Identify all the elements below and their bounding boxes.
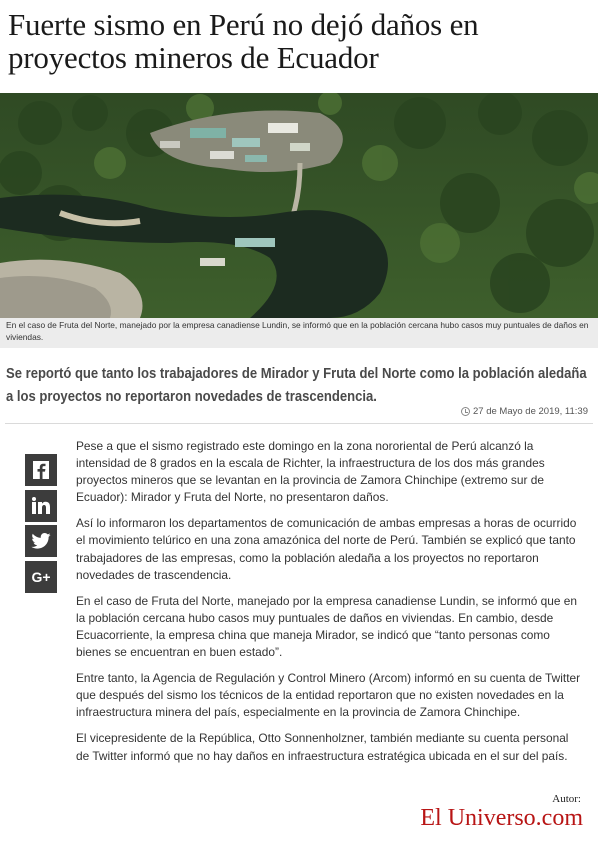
article-paragraph: Pese a que el sismo registrado este domingo en la zona nororiental de Perú alcanzó la intensidad de 8 grados en la escala de Richter, la infraestructura de los dos más grandes proyectos mineros que se levantan en la provincia de Zamora Chinchipe (extremo sur de Ecuador): Mirador y Fruta del Norte, no presentaron daños. <box>76 439 545 505</box>
publish-date <box>461 406 588 417</box>
google-plus-icon: G+ <box>31 568 51 585</box>
source-logo[interactable]: El Universo.com <box>420 805 583 831</box>
linkedin-icon <box>32 497 50 514</box>
article-lead: Se reportó que tanto los trabajadores de Mirador y Fruta del Norte como la población aledaña a los proyectos no reportaron novedades de trascendencia. <box>6 365 587 405</box>
publish-date-text: 27 de Mayo de 2019, 11:39 <box>473 406 588 417</box>
twitter-icon <box>31 533 51 549</box>
photo-caption: En el caso de Fruta del Norte, manejado por la empresa canadiense Lundin, se informó que en la población cercana hubo casos muy puntuales de daños en viviendas. <box>6 320 589 342</box>
facebook-share-button[interactable] <box>25 454 57 486</box>
article-headline: Fuerte sismo en Perú no dejó daños en proyectos mineros de Ecuador <box>8 7 479 75</box>
article-photo <box>0 93 598 318</box>
share-bar <box>25 454 57 596</box>
linkedin-share-button[interactable] <box>25 490 57 522</box>
divider <box>5 423 593 424</box>
twitter-share-button[interactable] <box>25 525 57 557</box>
article-paragraph: Entre tanto, la Agencia de Regulación y Control Minero (Arcom) informó en su cuenta de Twitter que después del sismo los técnicos de la entidad reportaron que no existen novedades en la infraestructura minera del país, especialmente en la provincia de Zamora Chinchipe. <box>76 671 581 720</box>
author-label: Autor: <box>552 793 581 805</box>
clock-icon <box>461 407 470 416</box>
article-paragraph: En el caso de Fruta del Norte, manejado por la empresa canadiense Lundin, se informó que en la población cercana hubo casos muy puntuales de daños en viviendas. En cambio, desde Ecuacorriente, la empresa china que maneja Mirador, se indicó que “tanto personas como bienes se encuentran en buen estado”. <box>76 593 578 660</box>
google-plus-share-button[interactable] <box>25 561 57 593</box>
article-paragraph: El vicepresidente de la República, Otto Sonnenholzner, también mediante su cuenta personal de Twitter informó que no hay daños en infraestructura estratégica ubicada en el sur del país. <box>76 731 569 763</box>
facebook-icon <box>33 461 49 479</box>
article-body <box>76 438 581 774</box>
article-paragraph: Así lo informaron los departamentos de comunicación de ambas empresas a horas de ocurrido el movimiento telúrico en una zona amazónica del norte de Perú. También se explicó que tanto trabajadores de las empresas, como la población aledaña a los proyectos no reportaron novedades de trascendencia. <box>76 516 577 582</box>
